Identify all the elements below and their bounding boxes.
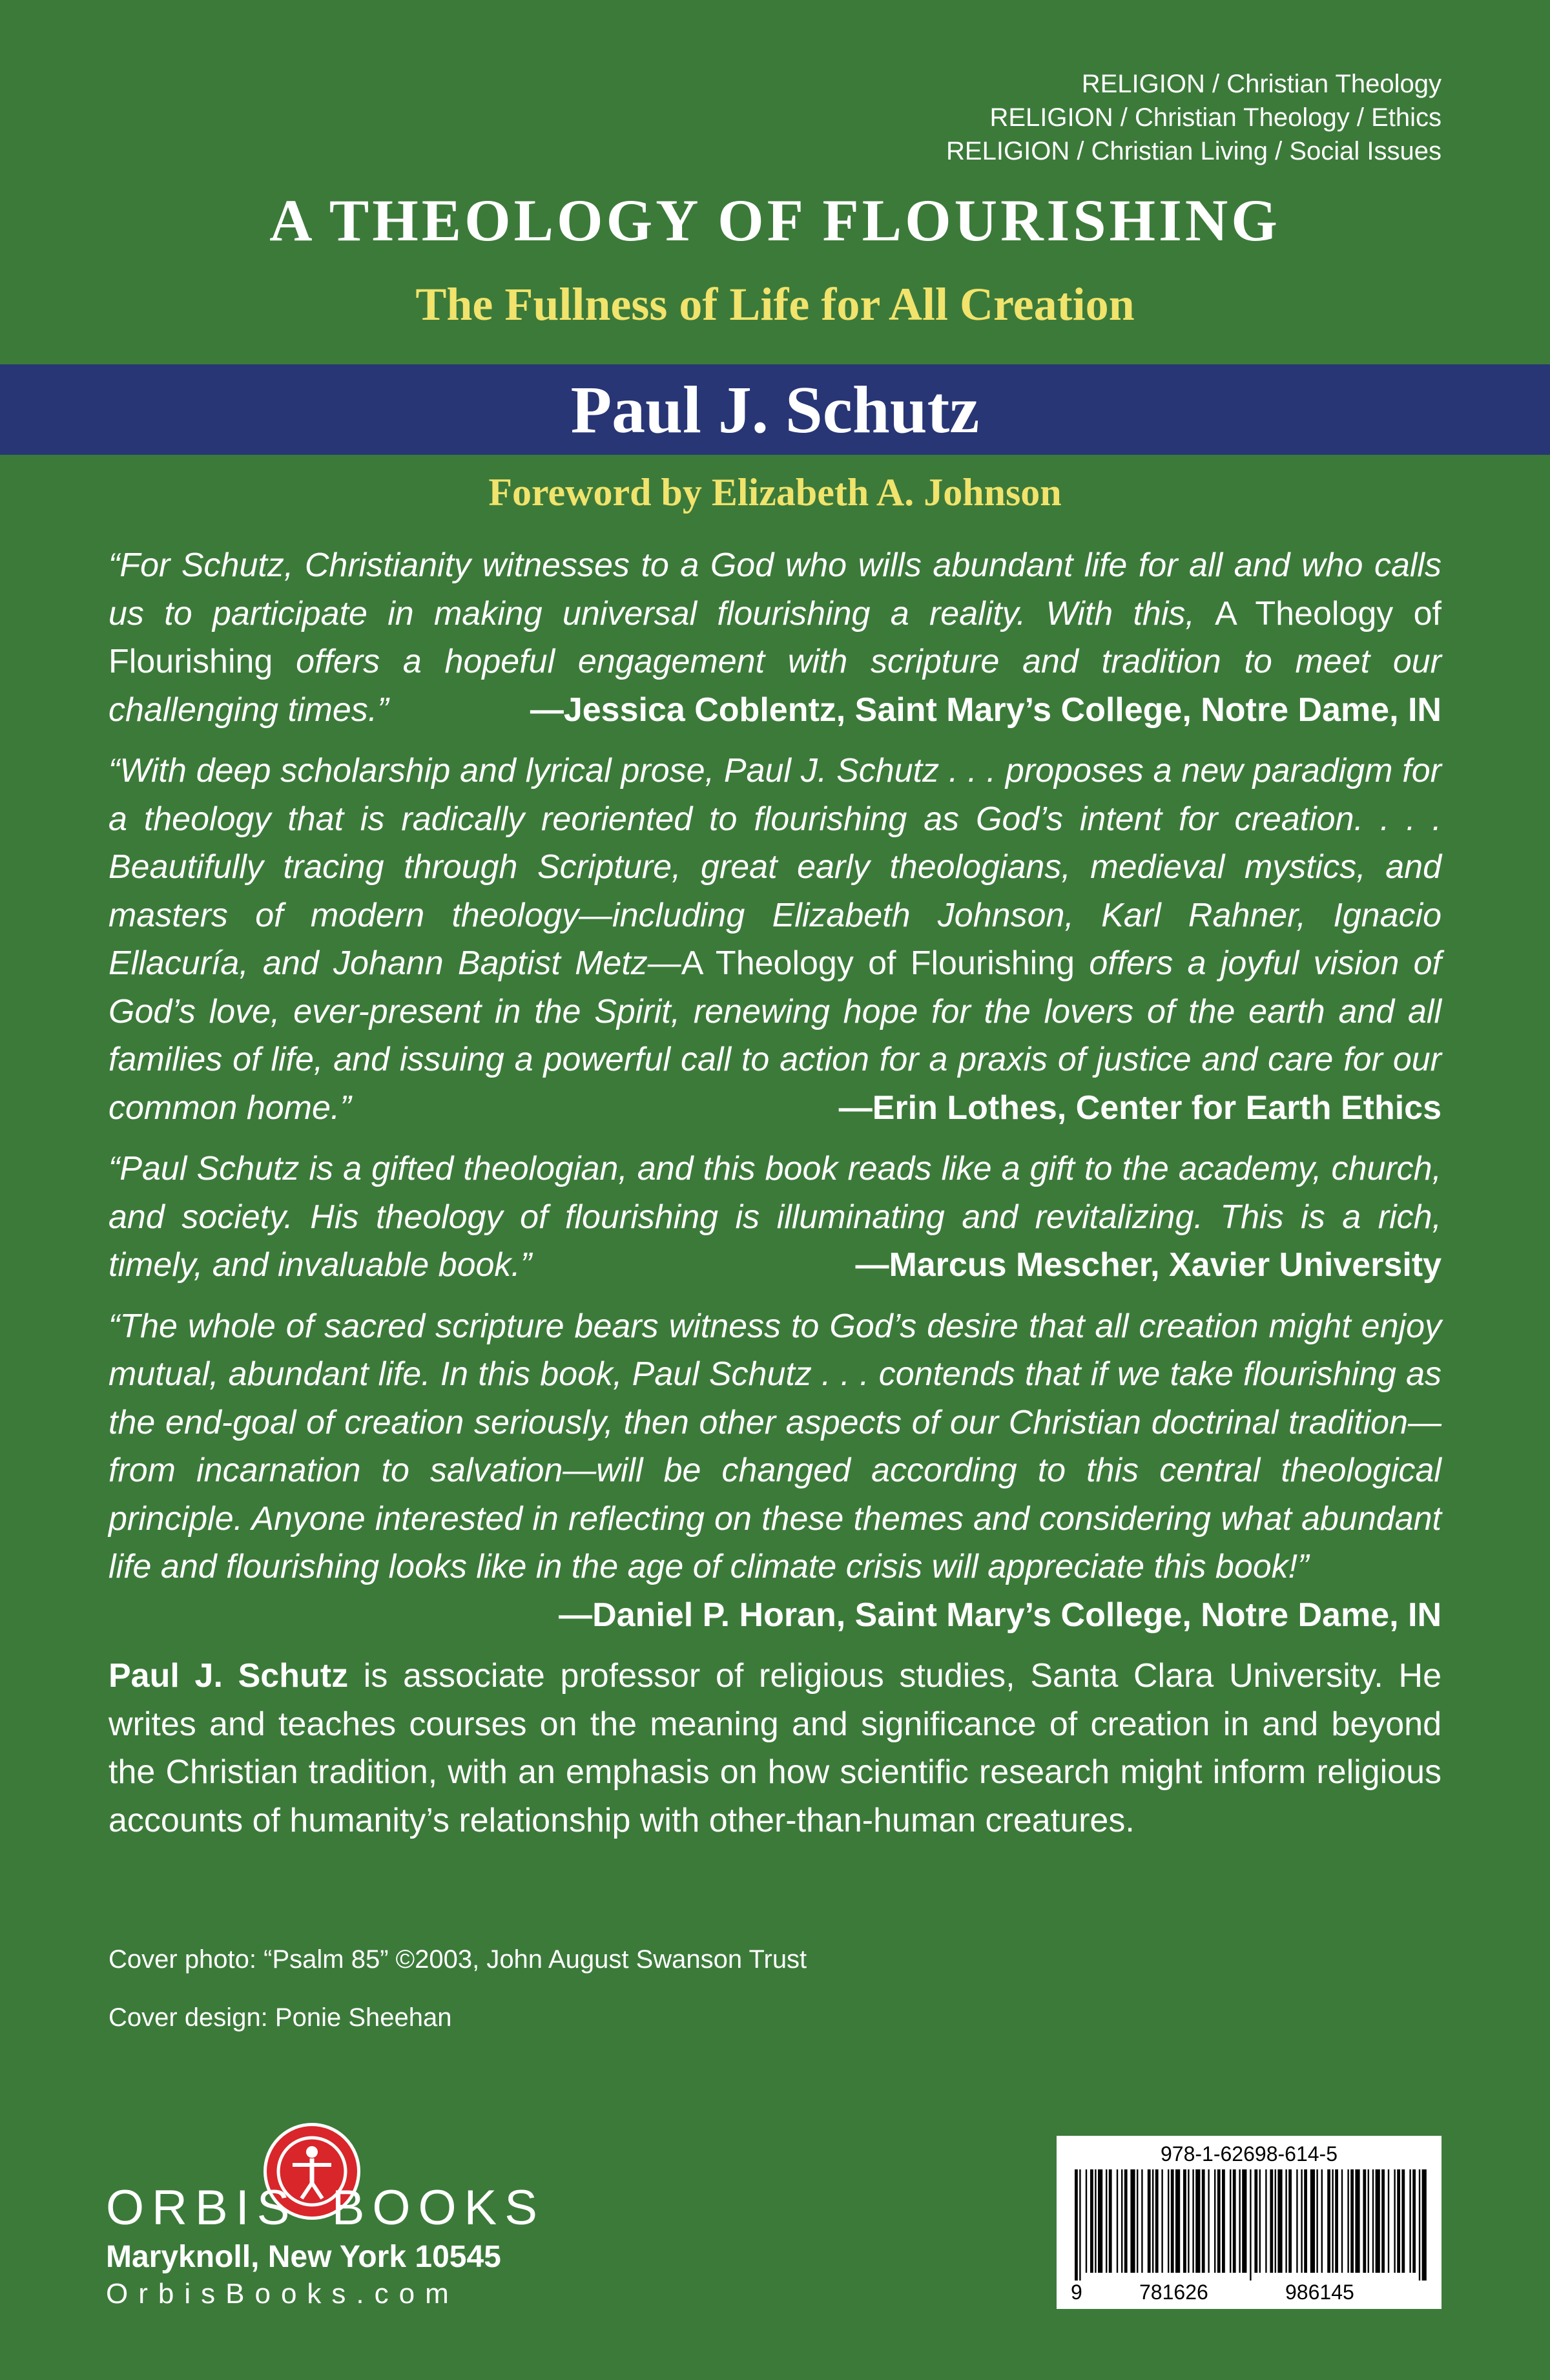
barcode-bar: [1222, 2169, 1225, 2273]
barcode-bar: [1275, 2169, 1276, 2273]
barcode-bar: [1148, 2169, 1151, 2273]
endorsement: “For Schutz, Christianity witnesses to a God who wills abundant life for all and who calls us to participate in making universal flourishing a reality. With this, A Theology of Flourishing offers a hopeful engagement with scripture and tradition to meet our challenging times.” —Jessica Coblentz, Saint Mary’s College, Notre Dame, IN: [108, 541, 1442, 734]
cover-credits: [108, 1930, 807, 2047]
barcode-bar: [1401, 2169, 1405, 2273]
barcode-bar: [1183, 2169, 1186, 2273]
barcode-bar: [1168, 2169, 1169, 2273]
barcode-bar: [1304, 2169, 1307, 2273]
barcode-bar: [1109, 2169, 1112, 2273]
barcode-bar: [1098, 2169, 1102, 2273]
barcode-bar: [1230, 2169, 1231, 2273]
barcode-bar: [1192, 2169, 1194, 2273]
barcode-bar: [1250, 2169, 1251, 2281]
barcode-bar: [1301, 2169, 1302, 2273]
barcode-bar: [1259, 2169, 1261, 2273]
barcode-digits-right: 986145: [1285, 2281, 1354, 2304]
barcode-bar: [1254, 2169, 1257, 2273]
isbn-number: 978-1-62698-614-5: [1161, 2142, 1338, 2166]
barcode-bar: [1141, 2169, 1142, 2273]
barcode-bar: [1409, 2169, 1410, 2273]
barcode-bar: [1152, 2169, 1153, 2273]
barcode-bar: [1332, 2169, 1333, 2273]
barcode-bar: [1086, 2169, 1087, 2273]
category-line: RELIGION / Christian Theology: [1081, 70, 1442, 98]
barcode-bar: [1233, 2169, 1236, 2273]
barcode-bar: [1124, 2169, 1128, 2273]
barcode-bar: [1242, 2169, 1246, 2273]
barcode-bar: [1208, 2169, 1209, 2273]
barcode-bar: [1316, 2169, 1318, 2273]
category-line: RELIGION / Christian Living / Social Issues: [946, 137, 1442, 165]
barcode-bar: [1394, 2169, 1395, 2273]
foreword-credit: Foreword by Elizabeth A. Johnson: [488, 471, 1062, 514]
barcode-bar: [1310, 2169, 1315, 2273]
barcode-bar: [1117, 2169, 1118, 2273]
author-band: [0, 364, 1550, 455]
barcode-bar: [1214, 2169, 1215, 2273]
book-subtitle: The Fullness of Life for All Creation: [415, 278, 1135, 330]
barcode-bar: [1095, 2169, 1096, 2273]
endorsement-attribution: —Erin Lothes, Center for Earth Ethics: [838, 1089, 1442, 1127]
photo-credit: Cover photo: “Psalm 85” ©2003, John August Swanson Trust: [108, 1945, 807, 1974]
barcode-bar: [1270, 2169, 1273, 2273]
barcode-bar: [1341, 2169, 1343, 2273]
barcode-bar: [1239, 2169, 1240, 2273]
barcode-bar: [1335, 2169, 1338, 2273]
barcode-digit-first: 9: [1071, 2281, 1082, 2304]
barcode-bar: [1121, 2169, 1122, 2273]
publisher-logo: [106, 2123, 545, 2317]
barcode-bar: [1265, 2169, 1266, 2273]
barcode-bar: [1376, 2169, 1380, 2273]
category-line: RELIGION / Christian Theology / Ethics: [989, 103, 1442, 132]
endorsements: [108, 541, 1442, 1844]
barcode-bars: [1071, 2169, 1427, 2281]
barcode-bar: [1175, 2169, 1180, 2273]
author-bio: Paul J. Schutz is associate professor of religious studies, Santa Clara University. He writes and teaches courses on the meaning and significance of creation in and beyond the Christian tradition, with an emphasis on how scientific research might inform religious accounts of humanity’s relationship with other-than-human creatures.: [108, 1657, 1442, 1839]
design-credit: Cover design: Ponie Sheehan: [108, 2003, 452, 2032]
barcode-bar: [1397, 2169, 1400, 2273]
barcode-bar: [1363, 2169, 1366, 2273]
barcode-bar: [1277, 2169, 1282, 2273]
barcode-bar: [1296, 2169, 1297, 2273]
barcode-digits-left: 781626: [1139, 2281, 1208, 2304]
barcode-bar: [1388, 2169, 1389, 2273]
barcode-bar: [1347, 2169, 1348, 2273]
barcode-bar: [1202, 2169, 1205, 2273]
barcode-bar: [1137, 2169, 1138, 2273]
isbn-barcode: [1057, 2136, 1442, 2309]
barcode-bar: [1090, 2169, 1093, 2273]
barcode-bar: [1381, 2169, 1385, 2273]
barcode-bar: [1412, 2169, 1416, 2273]
author-name: Paul J. Schutz: [570, 372, 980, 447]
barcode-bar: [1422, 2169, 1427, 2281]
endorsement-attribution: —Marcus Mescher, Xavier University: [855, 1246, 1442, 1284]
publisher-address: Maryknoll, New York 10545: [106, 2240, 501, 2274]
barcode-bar: [1350, 2169, 1354, 2273]
barcode-bar: [1155, 2169, 1159, 2273]
publisher-name: ORBIS BOOKS: [106, 2180, 545, 2235]
barcode-bar: [1130, 2169, 1135, 2273]
barcode-bar: [1188, 2169, 1189, 2273]
endorsement: “Paul Schutz is a gifted theologian, and this book reads like a gift to the academy, church, and society. His theology of flourishing is illuminating and revitalizing. This is a rich, timely, and invaluable book.” —Marcus Mescher, Xavier University: [108, 1145, 1442, 1289]
subject-categories: [946, 67, 1442, 168]
barcode-bar: [1285, 2169, 1286, 2273]
bio-author-name: Paul J. Schutz: [108, 1657, 349, 1695]
barcode-bar: [1368, 2169, 1369, 2273]
barcode-bar: [1372, 2169, 1374, 2273]
endorsement: “The whole of sacred scripture bears witness to God’s desire that all creation might enjoy mutual, abundant life. In this book, Paul Schutz . . . contends that if we take flourishing as the end-goal of creation seriously, then other aspects of our Christian doctrinal tradition—from incarnation to salvation—will be changed according to this central theological principle. Anyone interested in reflecting on these themes and considering what abundant life and flourishing looks like in the age of climate crisis will appreciate this book!” —Daniel P. Horan, Saint Mary’s College, Notre Dame, IN: [108, 1302, 1442, 1640]
barcode-bar: [1171, 2169, 1174, 2273]
barcode-bar: [1327, 2169, 1330, 2273]
book-title: A THEOLOGY OF FLOURISHING: [269, 187, 1281, 253]
barcode-bar: [1321, 2169, 1323, 2273]
barcode-bar: [1419, 2169, 1420, 2281]
barcode-bar: [1161, 2169, 1162, 2273]
barcode-bar: [1217, 2169, 1221, 2273]
barcode-bar: [1288, 2169, 1292, 2273]
barcode-bar: [1106, 2169, 1107, 2273]
barcode-bar: [1075, 2169, 1078, 2281]
barcode-bar: [1195, 2169, 1200, 2273]
endorsement-attribution: —Jessica Coblentz, Saint Mary’s College, Notre Dame, IN: [530, 691, 1442, 729]
publisher-website: OrbisBooks.com: [106, 2278, 459, 2310]
barcode-bar: [1079, 2169, 1080, 2281]
endorsement-attribution: —Daniel P. Horan, Saint Mary’s College, Notre Dame, IN: [559, 1596, 1442, 1634]
barcode-bar: [1355, 2169, 1359, 2273]
endorsement: “With deep scholarship and lyrical prose, Paul J. Schutz . . . proposes a new paradigm for a theology that is radically reoriented to flourishing as God’s intent for creation. . . . Beautifully tracing through Scripture, great early theologians, medieval mystics, and masters of modern theology—including Elizabeth Johnson, Karl Rahner, Ignacio Ellacuría, and Johann Baptist Metz—A Theology of Flourishing offers a joyful vision of God’s love, ever-present in the Spirit, renewing hope for the lovers of the earth and all families of life, and issuing a powerful call to action for a praxis of justice and care for our common home.” —Erin Lothes, Center for Earth Ethics: [108, 747, 1442, 1132]
